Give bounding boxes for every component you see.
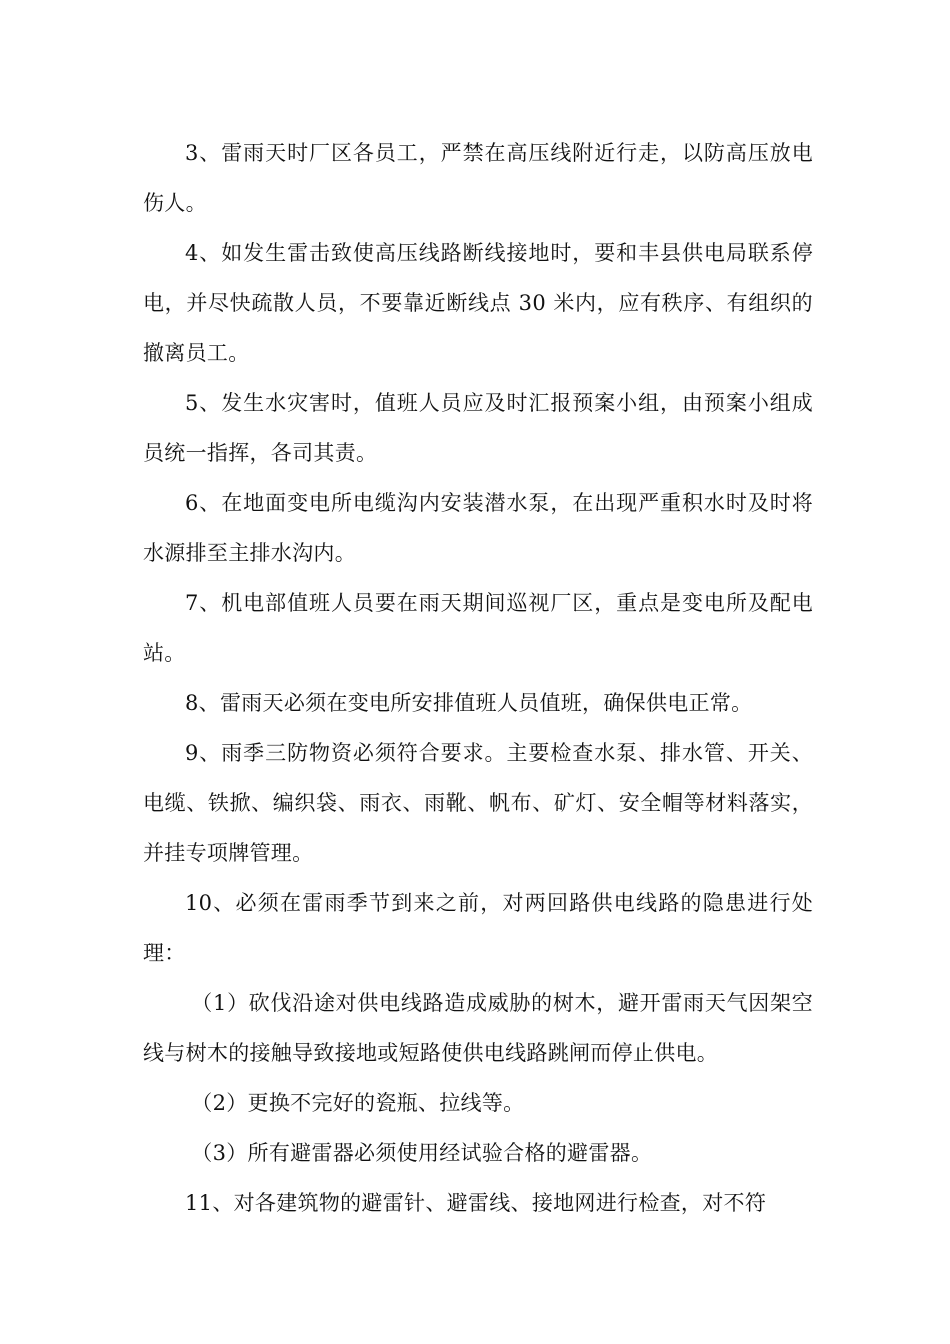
sub-item-1: （1）砍伐沿途对供电线路造成威胁的树木，避开雷雨天气因架空线与树木的接触导致接地或短路使供电线路跳闸而停止供电。 <box>143 991 813 1065</box>
paragraph-item-8: 8、雷雨天必须在变电所安排值班人员值班，确保供电正常。 <box>185 691 753 715</box>
paragraph-item-3: 3、雷雨天时厂区各员工，严禁在高压线附近行走，以防高压放电伤人。 <box>143 141 813 215</box>
paragraph-item-6: 6、在地面变电所电缆沟内安装潜水泵，在出现严重积水时及时将水源排至主排水沟内。 <box>143 491 813 565</box>
sub-item-2: （2）更换不完好的瓷瓶、拉线等。 <box>191 1091 525 1115</box>
paragraph-item-9: 9、雨季三防物资必须符合要求。主要检查水泵、排水管、开关、电缆、铁掀、编织袋、雨衣、雨靴、帆布、矿灯、安全帽等材料落实，并挂专项牌管理。 <box>143 741 813 865</box>
sub-item-3: （3）所有避雷器必须使用经试验合格的避雷器。 <box>191 1141 653 1165</box>
paragraph-item-4: 4、如发生雷击致使高压线路断线接地时，要和丰县供电局联系停电，并尽快疏散人员，不要靠近断线点 30 米内，应有秩序、有组织的撤离员工。 <box>143 241 813 365</box>
paragraph-item-5: 5、发生水灾害时，值班人员应及时汇报预案小组，由预案小组成员统一指挥，各司其责。 <box>143 391 813 465</box>
paragraph-item-10: 10、必须在雷雨季节到来之前，对两回路供电线路的隐患进行处理： <box>143 891 813 965</box>
paragraph-item-11: 11、对各建筑物的避雷针、避雷线、接地网进行检查，对不符 <box>185 1191 767 1215</box>
paragraph-item-7: 7、机电部值班人员要在雨天期间巡视厂区，重点是变电所及配电站。 <box>143 591 813 665</box>
